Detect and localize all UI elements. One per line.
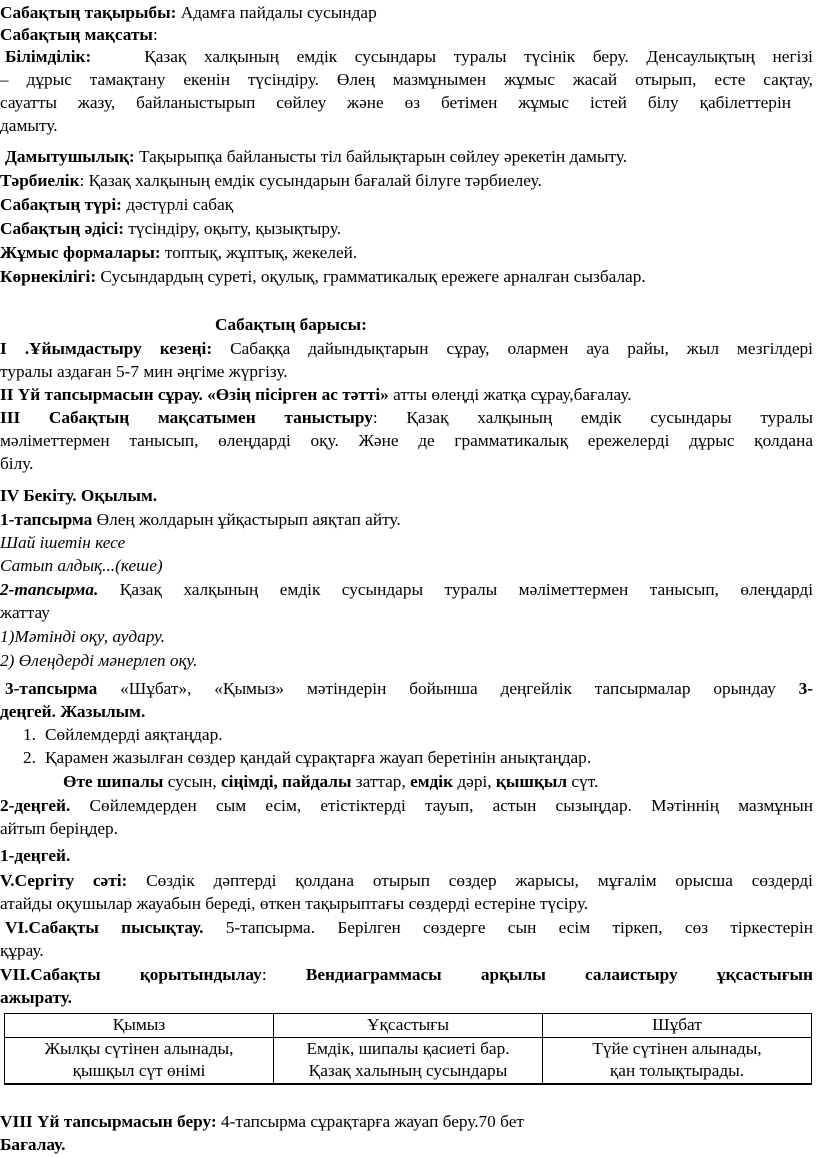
aim-label: Сабақтың мақсаты xyxy=(0,25,153,44)
list-item-text: Сөйлемдерді аяқтаңдар. xyxy=(45,725,223,744)
stage-3-label: III Сабақтың мақсатымен таныстыру xyxy=(0,408,373,427)
stage-5-line-1 xyxy=(0,870,813,893)
table-border-cell xyxy=(543,1083,812,1084)
stage-3-line-1 xyxy=(0,407,813,430)
table-header-row xyxy=(5,1014,812,1038)
example-bold-word: емдік xyxy=(410,772,454,791)
lesson-type-value: дәстүрлі сабақ xyxy=(121,195,234,214)
table-header-cell: Қымыз xyxy=(5,1014,274,1038)
comparison-table xyxy=(4,1013,812,1085)
list-item-text: Қарамен жазылған сөздер қандай сұрақтарға жауап беретінін анықтаңдар. xyxy=(45,748,592,767)
task-2-subitem-2: 2) Өлеңдерді мәнерлеп оқу. xyxy=(0,651,198,670)
aim-colon: : xyxy=(152,25,158,44)
stage-3-line-3: білу. xyxy=(0,454,34,473)
work-forms-value: топтық, жұптық, жекелей. xyxy=(160,243,358,262)
educational-goal-line-1 xyxy=(5,46,813,69)
upbringing-goal-text: : Қазақ халқының емдік сусындарын бағалай білуге тәрбиелеу. xyxy=(79,171,542,190)
example-word: заттар, xyxy=(351,772,411,791)
stage-2-label: II Үй тапсырмасын сұрау. «Өзің пісірген ас тәтті» xyxy=(0,385,389,404)
task-2-subitem-1: 1)Мәтінді оқу, аудару. xyxy=(0,627,166,646)
task-2-label: 2-тапсырма. xyxy=(0,580,99,599)
table-cell-line: Жылқы сүтінен алынады, xyxy=(44,1038,234,1058)
educational-goal-line-4: дамыту. xyxy=(0,116,58,135)
stage-2-text: атты өлеңді жатқа сұрау,бағалау. xyxy=(388,385,632,404)
table-cell-line: Емдік, шипалы қасиеті бар. xyxy=(306,1038,510,1058)
list-item xyxy=(14,724,816,747)
stage-7-label: VII.Сабақты қорытындылау xyxy=(0,965,262,984)
table-cell-line: Түйе сүтінен алынады, xyxy=(592,1038,762,1058)
list-item-number: 2. xyxy=(23,748,36,767)
table-header-cell: Шұбат xyxy=(543,1014,812,1038)
task-3-level: 3- xyxy=(798,679,813,698)
stage-6-line-2: құрау. xyxy=(0,941,44,960)
educational-goal-label: Білімділік: xyxy=(5,47,92,66)
task-3-text: «Шұбат», «Қымыз» мәтіндерін бойынша деңгейлік тапсырмалар орындау xyxy=(97,679,799,698)
table-row xyxy=(5,1037,812,1083)
educational-goal-line-2: – дұрыс тамақтану екенін түсіндіру. Өлең мазмұнымен жұмыс жасай отырып, есте сақтау, xyxy=(0,70,813,89)
example-bold-word: қышқыл xyxy=(495,772,568,791)
educational-goal-text-1: Қазақ халқының емдік сусындары туралы түсінік беру. Денсаулықтың негізі xyxy=(144,47,813,66)
stage-1-line-2: туралы аздаған 5-7 мин әңгіме жүргізу. xyxy=(0,362,288,381)
stage-3-line-2: мәліметтермен танысып, өлеңдарді оқу. Және де грамматикалық ережелерді дұрыс қолдана xyxy=(0,431,813,450)
developmental-goal-label: Дамытушылық: xyxy=(5,147,135,166)
visual-aids-label: Көрнекілігі: xyxy=(0,267,97,286)
example-bold-word: сіңімді, пайдалы xyxy=(220,772,352,791)
example-word: дәрі, xyxy=(453,772,496,791)
level-2-line-1 xyxy=(0,795,813,818)
stage-6-text: 5-тапсырма. Берілген сөздерге сын есім тіркеп, сөз тіркестерін xyxy=(203,918,813,937)
educational-goal-line-3: сауатты жазу, байланыстырып сөйлеу және өз бетімен жұмыс істей білу қабілеттерін xyxy=(0,93,791,112)
lesson-method-label: Сабақтың әдісі: xyxy=(0,219,125,238)
topic-value: Адамға пайдалы сусындар xyxy=(176,3,377,22)
table-border-cell xyxy=(5,1083,274,1084)
topic-label: Сабақтың тақырыбы: xyxy=(0,3,177,22)
lesson-type-line xyxy=(0,194,816,217)
upbringing-goal-label: Тәрбиелік xyxy=(0,171,80,190)
stage-7-line-1 xyxy=(0,964,813,987)
task-2-text: Қазақ халқының емдік сусындары туралы мәліметтермен танысып, өлеңдарді xyxy=(98,580,813,599)
task-2-line-2: жаттау xyxy=(0,603,50,622)
stage-2-line xyxy=(0,384,816,407)
table-cell xyxy=(5,1037,274,1083)
visual-aids-line xyxy=(0,266,816,289)
example-bold-word: Өте шипалы xyxy=(63,772,164,791)
task-3-line-2: деңгей. Жазылым. xyxy=(0,702,146,721)
example-word: сүт. xyxy=(567,772,599,791)
stage-1-text: Сабаққа дайындықтарын сұрау, олармен ауа райы, жыл мезгілдері xyxy=(212,339,813,358)
lesson-method-line xyxy=(0,218,816,241)
developmental-goal-text: Тақырыпқа байланысты тіл байлықтарын сөйлеу әрекетін дамыту. xyxy=(134,147,628,166)
table-border-cell xyxy=(274,1083,543,1084)
example-sentence xyxy=(63,771,816,794)
work-forms-line xyxy=(0,242,816,265)
lesson-method-value: түсіндіру, оқыту, қызықтыру. xyxy=(124,219,342,238)
stage-3-text: : Қазақ халқының емдік сусындары туралы xyxy=(372,408,813,427)
stage-7-colon: : xyxy=(261,965,306,984)
stage-5-label: V.Сергіту сәті: xyxy=(0,871,128,890)
table-cell-line: қышқыл сүт өнімі xyxy=(72,1061,206,1081)
lesson-type-label: Сабақтың түрі: xyxy=(0,195,122,214)
level-1-heading: 1-деңгей. xyxy=(0,846,71,865)
task-1-label: 1-тапсырма xyxy=(0,510,93,529)
stage-1-label: I .Ұйымдастыру кезеңі: xyxy=(0,339,213,358)
table-cell xyxy=(274,1037,543,1083)
developmental-goal-line xyxy=(5,146,816,169)
stage-8-line xyxy=(0,1111,816,1134)
level-2-text: Сөйлемдерден сым есім, етістіктерді тауып, астын сызыңдар. Мәтіннің мазмұнын xyxy=(70,796,813,815)
visual-aids-value: Сусындардың суреті, оқулық, грамматикалық ережеге арналған сызбалар. xyxy=(96,267,646,286)
task-3-label: 3-тапсырма xyxy=(5,679,98,698)
level-2-label: 2-деңгей. xyxy=(0,796,71,815)
table-cell-line: қан толықтырады. xyxy=(609,1061,745,1081)
stage-4-heading: IV Бекіту. Оқылым. xyxy=(0,486,158,505)
stage-6-line-1 xyxy=(5,917,813,940)
task-1-text: Өлең жолдарын ұйқастырып аяқтап айту. xyxy=(92,510,401,529)
grading-heading: Бағалау. xyxy=(0,1135,66,1154)
poem-line-2: Сатып алдық...(кеше) xyxy=(0,556,163,575)
stage-5-text: Сөздік дәптерді қолдана отырып сөздер жарысы, мұғалім орысша сөздерді xyxy=(127,871,813,890)
stage-6-label: VI.Сабақты пысықтау. xyxy=(5,918,204,937)
stage-5-line-2: атайды оқушылар жауабын береді, өткен тақырыптағы сөздерді естеріне түсіру. xyxy=(0,894,589,913)
work-forms-label: Жұмыс формалары: xyxy=(0,243,161,262)
stage-7-text: Вендиаграммасы арқылы салаистыру ұқсастығын xyxy=(305,965,813,984)
stage-1-line-1 xyxy=(0,338,813,361)
level-2-line-2: айтып беріңдер. xyxy=(0,819,118,838)
table-bottom-border xyxy=(5,1083,812,1084)
list-item-number: 1. xyxy=(23,725,36,744)
example-word: сусын, xyxy=(163,772,221,791)
list-item xyxy=(14,747,816,770)
task-1-line xyxy=(0,509,816,532)
aim-line xyxy=(0,24,816,47)
topic-line xyxy=(0,2,816,25)
stage-8-label: VIII Үй тапсырмасын беру: xyxy=(0,1112,217,1131)
table-cell xyxy=(543,1037,812,1083)
upbringing-goal-line xyxy=(0,170,816,193)
poem-line-1: Шай ішетін кесе xyxy=(0,533,126,552)
task-3-line-1 xyxy=(5,678,813,701)
table-cell-line: Қазақ халының сусындары xyxy=(308,1061,508,1081)
stage-8-text: 4-тапсырма сұрақтарға жауап беру.70 бет xyxy=(216,1112,524,1131)
table-header-cell: Ұқсастығы xyxy=(274,1014,543,1038)
task-2-line-1 xyxy=(0,579,813,602)
stage-7-line-2: ажырату. xyxy=(0,988,72,1007)
course-title: Сабақтың барысы: xyxy=(215,315,367,334)
